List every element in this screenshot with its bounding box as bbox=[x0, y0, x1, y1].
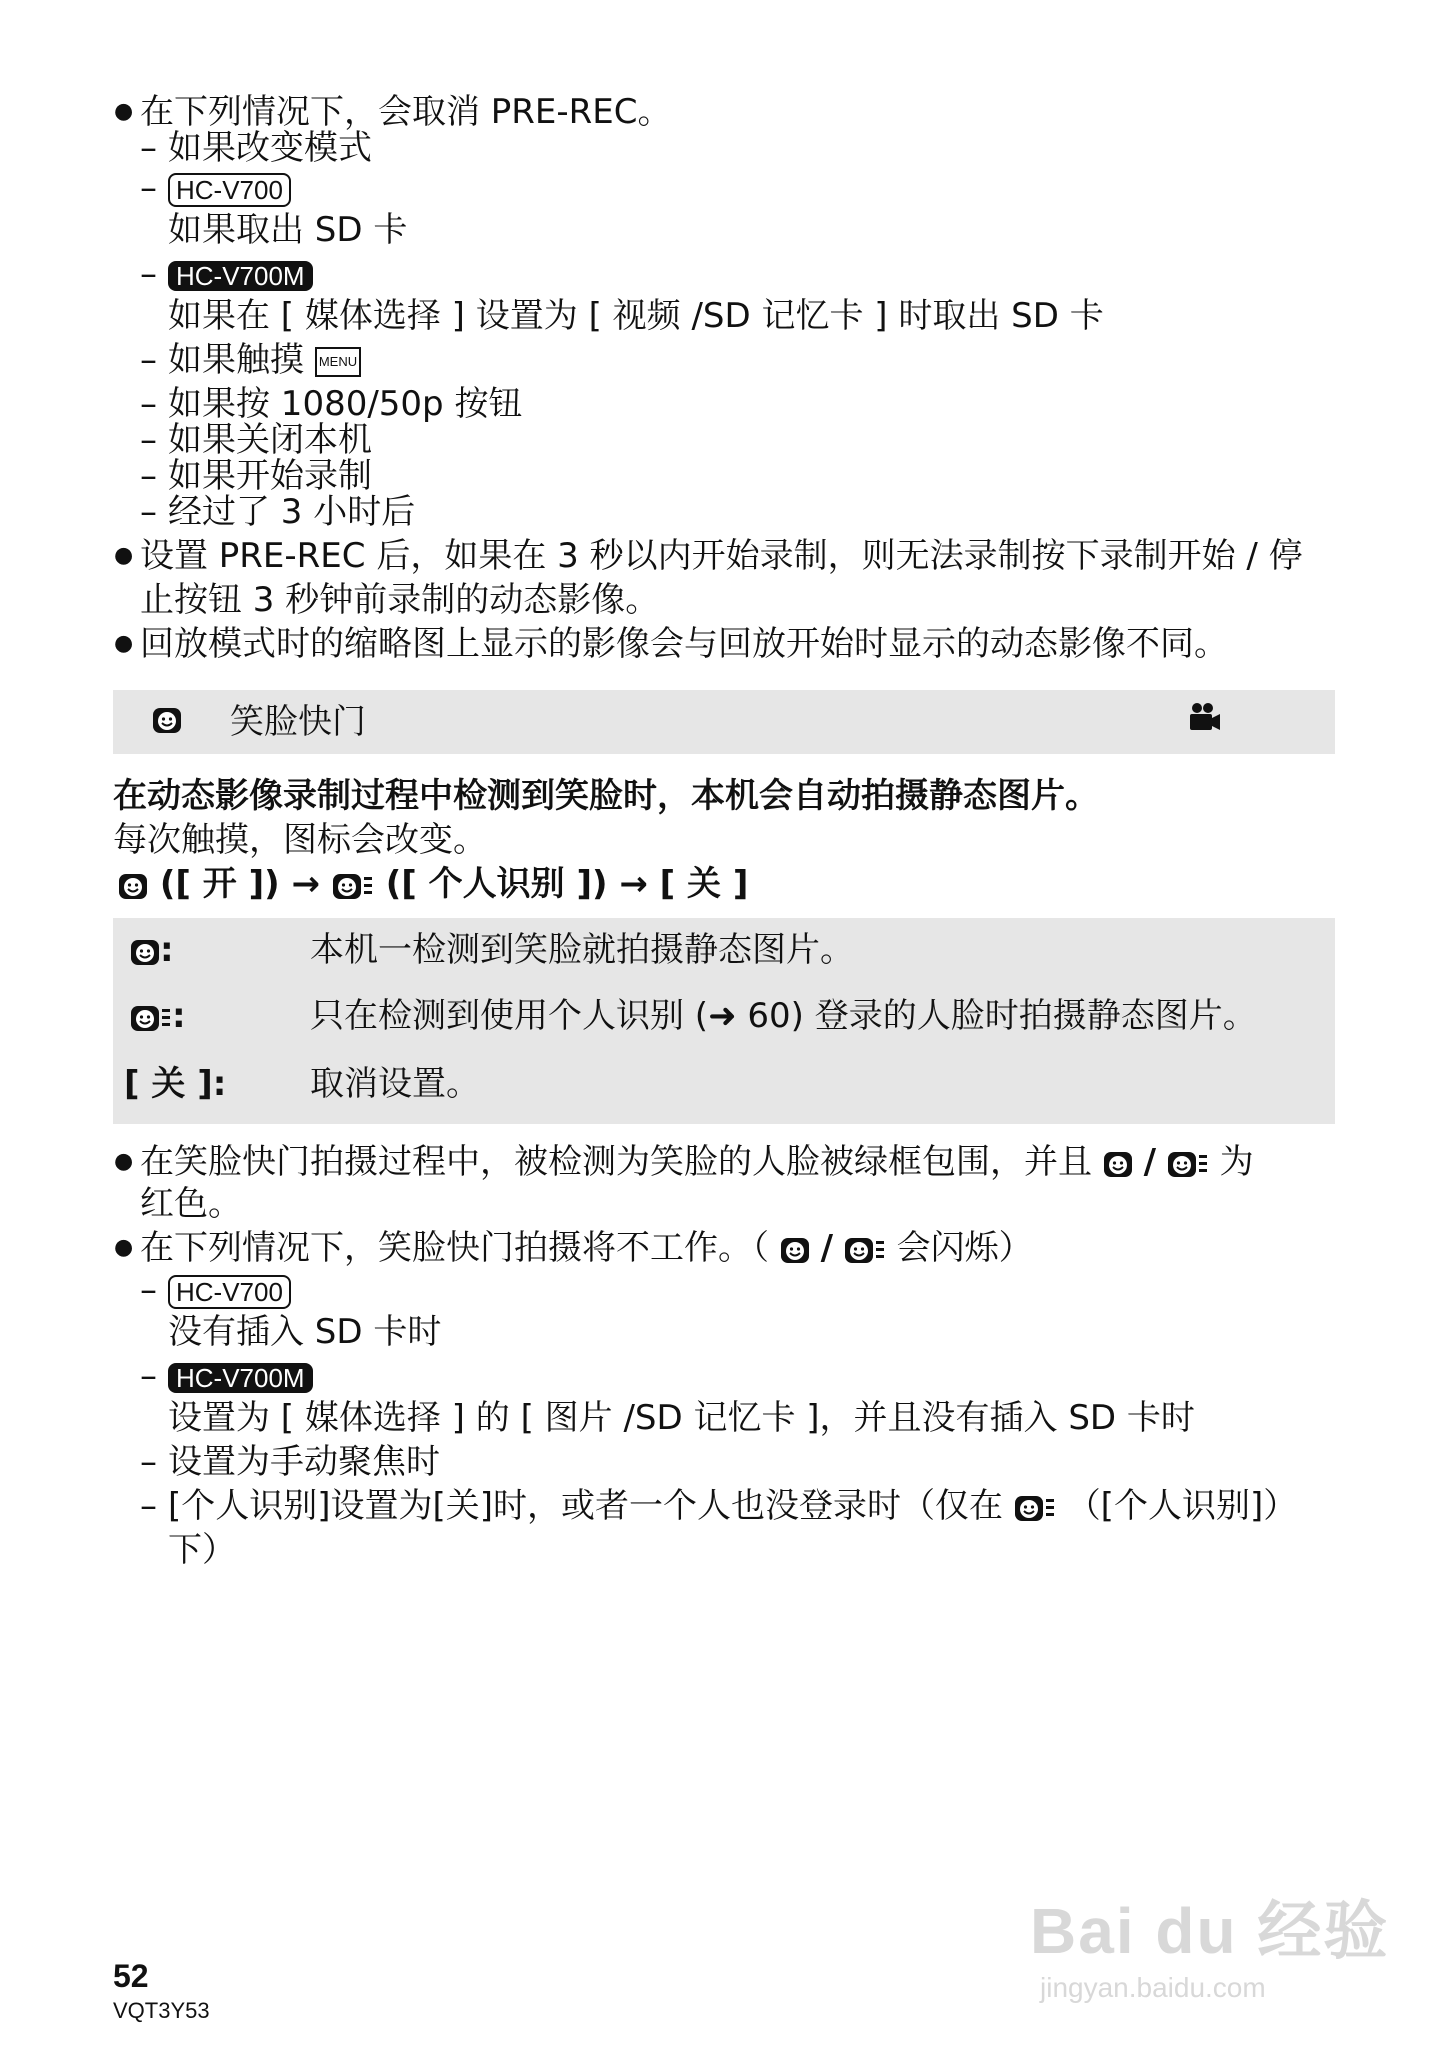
bullet-text: 在下列情况下，会取消 PRE-REC。 bbox=[140, 92, 672, 132]
sequence-on-label: ([ 开 ]) → bbox=[159, 864, 320, 904]
smile-personal-id-icon bbox=[1014, 1486, 1056, 1526]
row-colon: : bbox=[160, 930, 174, 970]
dash-item bbox=[168, 456, 372, 496]
dash-item bbox=[168, 1356, 313, 1396]
menu-icon: MENU bbox=[315, 347, 361, 377]
page-number: 52 bbox=[113, 1958, 149, 1994]
dash-subtext: 如果取出 SD 卡 bbox=[168, 210, 408, 250]
slash: / bbox=[820, 1228, 834, 1268]
dash-item bbox=[168, 384, 522, 424]
smile-on-icon bbox=[780, 1228, 810, 1268]
bullet-green-frame bbox=[140, 1142, 1254, 1182]
dash-text: 如果按 1080/50p 按钮 bbox=[168, 384, 523, 424]
smile-shutter-icon bbox=[152, 705, 182, 735]
dash-text: 如果改变模式 bbox=[168, 128, 372, 168]
slash: / bbox=[1143, 1142, 1157, 1182]
bullet-text: 回放模式时的缩略图上显示的影像会与回放开始时显示的动态影像不同。 bbox=[140, 624, 1228, 664]
section-note: 每次触摸，图标会改变。 bbox=[113, 820, 487, 860]
dash-item bbox=[168, 340, 361, 380]
table-row-off-desc: 取消设置。 bbox=[310, 1064, 480, 1104]
watermark-url: jingyan.baidu.com bbox=[1040, 1972, 1266, 2003]
bullet-prerec-cancel bbox=[140, 92, 672, 132]
table-row-off-label: [ 关 ]: bbox=[124, 1064, 227, 1104]
smile-on-icon bbox=[1103, 1142, 1133, 1182]
dash-text: 设置为手动聚焦时 bbox=[168, 1442, 440, 1482]
dash-item bbox=[168, 492, 415, 532]
dash-text: 经过了 3 小时后 bbox=[168, 492, 416, 532]
dash-item bbox=[168, 168, 291, 208]
dash-text: [个人识别]设置为[关]时，或者一个人也没登录时（仅在 bbox=[168, 1486, 1004, 1526]
bullet-smile-not-working bbox=[140, 1228, 1033, 1268]
dash-item bbox=[168, 1442, 440, 1482]
model-tag-v700m: HC-V700M bbox=[168, 261, 313, 291]
bullet-prerec-timing bbox=[140, 536, 1303, 576]
watermark-brand: Bai du 经验 bbox=[1030, 1895, 1390, 1967]
dash-subtext: 如果在 [ 媒体选择 ] 设置为 [ 视频 /SD 记忆卡 ] 时取出 SD 卡 bbox=[168, 296, 1104, 336]
bullet-text: 为 bbox=[1219, 1142, 1254, 1182]
smile-on-icon bbox=[130, 930, 160, 970]
section-title: 笑脸快门 bbox=[230, 702, 366, 742]
bullet-text: 设置 PRE-REC 后，如果在 3 秒以内开始录制，则无法录制按下录制开始 / 停 bbox=[140, 536, 1303, 576]
dash-item bbox=[168, 1486, 1297, 1526]
video-camera-icon bbox=[1188, 702, 1222, 736]
bullet-text: 在笑脸快门拍摄过程中，被检测为笑脸的人脸被绿框包围，并且 bbox=[140, 1142, 1092, 1182]
dash-item bbox=[168, 1270, 291, 1310]
dash-item bbox=[168, 420, 372, 460]
model-tag-v700: HC-V700 bbox=[168, 173, 291, 207]
dash-subtext: 没有插入 SD 卡时 bbox=[168, 1312, 442, 1352]
dash-text: （[个人识别]） bbox=[1066, 1486, 1298, 1526]
smile-personal-id-icon bbox=[1167, 1142, 1209, 1182]
dash-subtext: 下） bbox=[168, 1530, 236, 1570]
dash-text: 如果触摸 bbox=[168, 340, 304, 380]
bullet-playback-thumbnail bbox=[140, 624, 1228, 664]
table-row-smile bbox=[130, 930, 174, 970]
bullet-text-cont: 红色。 bbox=[140, 1184, 242, 1224]
baidu-watermark bbox=[1030, 1880, 1389, 2004]
bullet-text: 会闪烁） bbox=[896, 1228, 1033, 1268]
smile-on-icon bbox=[118, 864, 148, 904]
dash-item bbox=[168, 128, 372, 168]
bullet-text: 在下列情况下，笑脸快门拍摄将不工作。（ bbox=[140, 1228, 769, 1268]
model-tag-v700: HC-V700 bbox=[168, 1275, 291, 1309]
section-lead: 在动态影像录制过程中检测到笑脸时，本机会自动拍摄静态图片。 bbox=[113, 776, 1099, 816]
smile-personal-id-icon bbox=[844, 1228, 886, 1268]
smile-personal-id-icon bbox=[130, 996, 172, 1036]
icon-sequence bbox=[118, 864, 748, 904]
table-row-smile-desc: 本机一检测到笑脸就拍摄静态图片。 bbox=[310, 930, 854, 970]
dash-text: 如果开始录制 bbox=[168, 456, 372, 496]
table-row-personal-id bbox=[130, 996, 186, 1036]
dash-item bbox=[168, 254, 313, 294]
dash-subtext: 设置为 [ 媒体选择 ] 的 [ 图片 /SD 记忆卡 ]，并且没有插入 SD 卡时 bbox=[168, 1398, 1195, 1438]
model-tag-v700m: HC-V700M bbox=[168, 1363, 313, 1393]
sequence-pid-label: ([ 个人识别 ]) → [ 关 ] bbox=[385, 864, 749, 904]
smile-personal-id-icon bbox=[332, 864, 374, 904]
dash-text: 如果关闭本机 bbox=[168, 420, 372, 460]
bullet-text-cont: 止按钮 3 秒钟前录制的动态影像。 bbox=[140, 580, 660, 620]
document-code: VQT3Y53 bbox=[113, 1998, 210, 2023]
row-colon: : bbox=[172, 996, 186, 1036]
table-row-personal-id-desc: 只在检测到使用个人识别 (➜ 60) 登录的人脸时拍摄静态图片。 bbox=[310, 996, 1257, 1036]
